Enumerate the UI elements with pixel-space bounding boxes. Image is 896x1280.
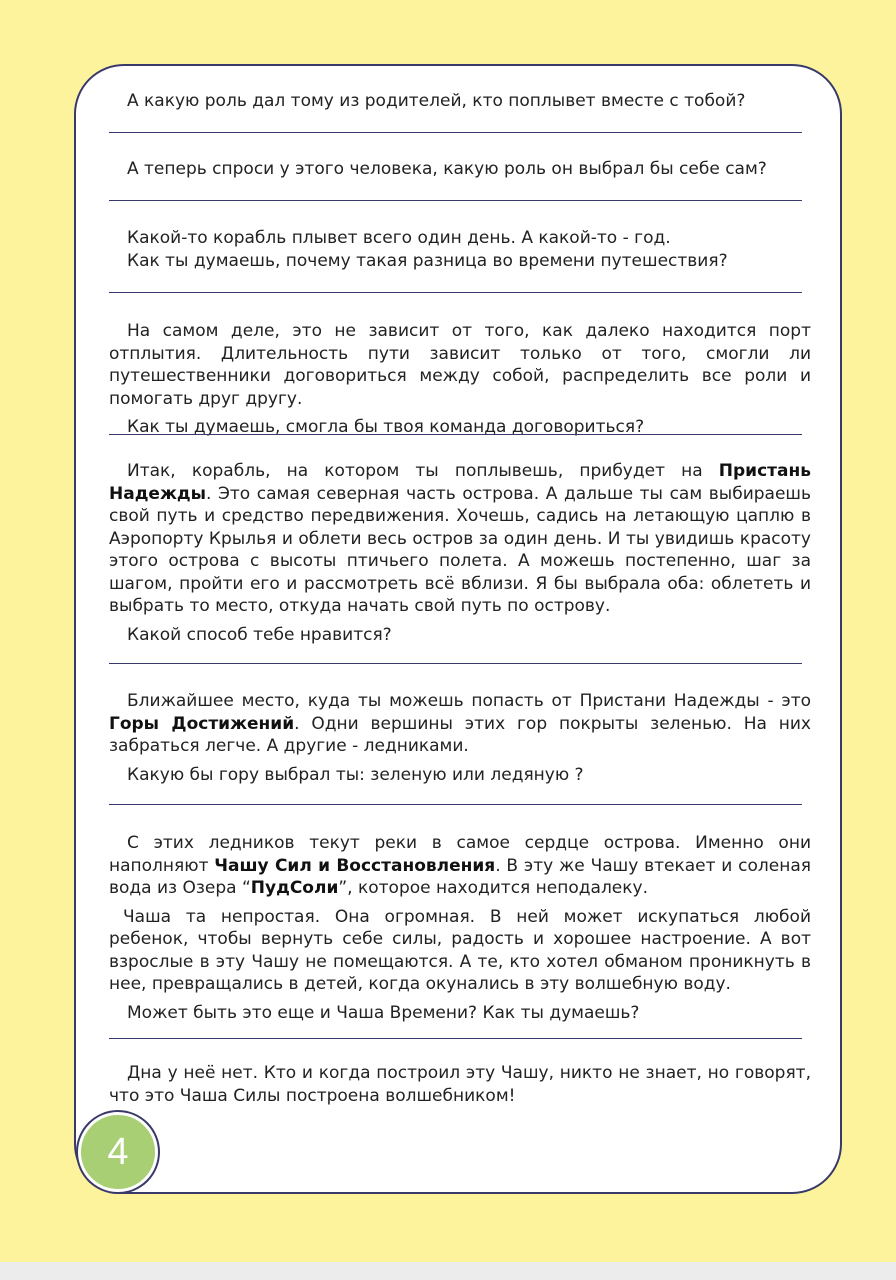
paragraph-text: Чаша та непростая. Она огромная. В ней может искупаться любой ребенок, чтобы вернуть себе силы, радость и хорошее настроение. А вот взрослые в эту Чашу не помещаются. А те, кто хотел обманом проникнуть в нее, превращались в детей, когда окунались в эту волшебную воду.	[109, 906, 811, 994]
paragraph-text	[109, 460, 811, 618]
question-text: Какую бы гору выбрал ты: зеленую или ледяную ?	[127, 764, 584, 785]
text-run: ”, которое находится неподалеку.	[338, 878, 648, 898]
answer-line	[109, 1038, 802, 1039]
text-run: . Это самая северная часть острова. А дальше ты сам выбираешь свой путь и средство передвижения. Хочешь, садись на летающую цаплю в Аэропорту Крылья и облети весь остров за один день. И ты увидишь красоту этого острова с высоты птичьего полета. А можешь постепенно, шаг за шагом, пройти его и рассмотреть всё вблизи. Я бы выбрала оба: облететь и выбрать то место, откуда начать свой путь по острову.	[109, 483, 811, 616]
paragraph-pier-of-hope	[109, 460, 811, 646]
question-parent-role	[109, 90, 811, 113]
question-text-line: Какой-то корабль плывет всего один день. А какой-то - год.	[127, 228, 671, 248]
answer-line	[109, 292, 802, 293]
question-ask-person	[109, 158, 811, 181]
question-text: Может быть это еще и Чаша Времени? Как ты думаешь?	[127, 1002, 640, 1023]
text-run: Итак, корабль, на котором ты поплывешь, прибудет на	[127, 461, 719, 481]
text-run: Ближайшее место, куда ты можешь попасть от Пристани Надежды - это	[127, 691, 811, 711]
answer-line	[109, 434, 802, 435]
page-number-badge: 4	[78, 1112, 158, 1192]
question-text: Как ты думаешь, смогла бы твоя команда договориться?	[127, 417, 645, 437]
place-name-pier: Пристань Надежды	[109, 461, 811, 504]
question-text: А теперь спроси у этого человека, какую роль он выбрал бы себе сам?	[127, 159, 767, 179]
paragraph-text: На самом деле, это не зависит от того, как далеко находится порт отплытия. Длительность пути зависит только от того, смогли ли путешественники договориться между собой, распределить все роли и помогать друг другу.	[109, 321, 811, 409]
paragraph-text	[109, 690, 811, 758]
answer-line	[109, 663, 802, 664]
paragraph-journey-length	[109, 320, 811, 439]
place-name-bowl: Чашу Сил и Восстановления	[214, 855, 496, 876]
place-name-lake: ПудСоли	[250, 878, 339, 898]
text-run: С этих ледников текут реки в самое сердце острова. Именно они наполняют	[109, 833, 811, 876]
answer-line	[109, 132, 802, 133]
paragraph-bowl	[109, 832, 811, 1024]
question-text: Какой способ тебе нравится?	[127, 624, 392, 645]
paragraph-text: Дна у неё нет. Кто и когда построил эту Чашу, никто не знает, но говорят, что это Чаша Силы построена волшебником!	[109, 1063, 811, 1106]
text-run: . В эту же Чашу втекает и соленая вода из Озера “	[109, 855, 811, 898]
paragraph-bowl-bottom	[109, 1062, 811, 1107]
paragraph-mountains	[109, 690, 811, 786]
question-ship-duration	[109, 227, 811, 272]
place-name-mountains: Горы Достижений	[109, 713, 295, 734]
answer-line	[109, 804, 802, 805]
text-run: . Одни вершины этих гор покрыты зеленью. На них забраться легче. А другие - ледниками.	[109, 713, 811, 756]
answer-line	[109, 200, 802, 201]
paragraph-text	[109, 832, 811, 900]
question-text-line: Как ты думаешь, почему такая разница во времени путешествия?	[127, 250, 728, 271]
question-text: А какую роль дал тому из родителей, кто поплывет вместе с тобой?	[127, 91, 746, 111]
